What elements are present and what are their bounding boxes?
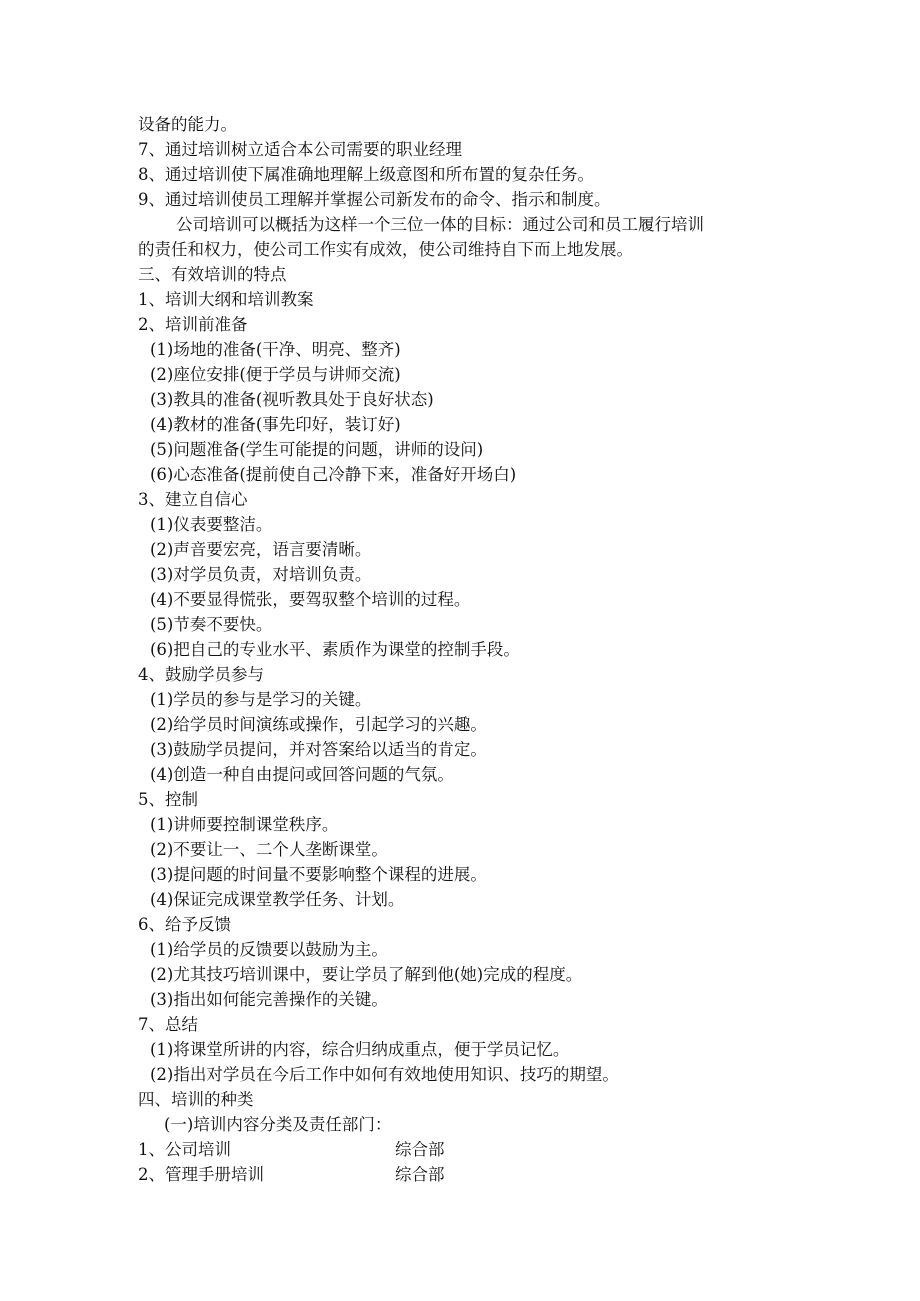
- subsection-heading: 6、给予反馈: [138, 915, 231, 934]
- table-dept: 综合部: [395, 1165, 445, 1184]
- list-item: (4)不要显得慌张，要驾驭整个培训的过程。: [150, 590, 471, 609]
- list-item: (3)教具的准备(视听教具处于良好状态): [150, 390, 434, 409]
- list-item-8: 8、通过培训使下属准确地理解上级意图和所布置的复杂任务。: [138, 165, 594, 184]
- list-item-7: 7、通过培训树立适合本公司需要的职业经理: [138, 140, 462, 159]
- table-item: 1、公司培训: [138, 1140, 231, 1159]
- list-item: (3)指出如何能完善操作的关键。: [150, 990, 388, 1009]
- list-item-9: 9、通过培训使员工理解并掌握公司新发布的命令、指示和制度。: [138, 190, 611, 209]
- subsection-heading: 2、培训前准备: [138, 315, 248, 334]
- paragraph-line: 的责任和权力，使公司工作实有成效，使公司维持自下而上地发展。: [138, 240, 633, 259]
- table-item: 2、管理手册培训: [138, 1165, 264, 1184]
- list-item: (2)声音要宏亮，语言要清晰。: [150, 540, 372, 559]
- list-item: (6)把自己的专业水平、素质作为课堂的控制手段。: [150, 640, 520, 659]
- list-item: (6)心态准备(提前使自己冷静下来，准备好开场白): [150, 465, 517, 484]
- subsection-heading: 4、鼓励学员参与: [138, 665, 264, 684]
- paragraph-line: 公司培训可以概括为这样一个三位一体的目标：通过公司和员工履行培训: [176, 215, 704, 234]
- table-row: [138, 1137, 638, 1162]
- list-item: (1)将课堂所讲的内容，综合归纳成重点，便于学员记忆。: [150, 1040, 570, 1059]
- subsection-heading: 7、总结: [138, 1015, 198, 1034]
- subsection-heading: 5、控制: [138, 790, 198, 809]
- subsection-heading: 1、培训大纲和培训教案: [138, 290, 314, 309]
- list-item: (3)提问题的时间量不要影响整个课程的进展。: [150, 865, 487, 884]
- list-item: (2)不要让一、二个人垄断课堂。: [150, 840, 388, 859]
- subsection-heading: 3、建立自信心: [138, 490, 248, 509]
- list-item: (5)问题准备(学生可能提的问题，讲师的设问): [150, 440, 484, 459]
- list-item: (3)鼓励学员提问，并对答案给以适当的肯定。: [150, 740, 487, 759]
- list-item: (1)给学员的反馈要以鼓励为主。: [150, 940, 388, 959]
- list-item: (3)对学员负责，对培训负责。: [150, 565, 372, 584]
- list-item: (2)尤其技巧培训课中，要让学员了解到他(她)完成的程度。: [150, 965, 583, 984]
- table-dept: 综合部: [395, 1140, 445, 1159]
- list-item: (4)创造一种自由提问或回答问题的气氛。: [150, 765, 454, 784]
- section-heading: 三、有效培训的特点: [138, 265, 287, 284]
- list-item: (4)教材的准备(事先印好，装订好): [150, 415, 401, 434]
- list-item: (5)节奏不要快。: [150, 615, 273, 634]
- list-item: (1)学员的参与是学习的关键。: [150, 690, 372, 709]
- list-item: (2)给学员时间演练或操作，引起学习的兴趣。: [150, 715, 487, 734]
- list-item: (1)仪表要整洁。: [150, 515, 273, 534]
- table-caption: (一)培训内容分类及责任部门：: [164, 1115, 392, 1134]
- text-line: 设备的能力。: [138, 115, 237, 134]
- list-item: (1)场地的准备(干净、明亮、整齐): [150, 340, 401, 359]
- list-item: (2)指出对学员在今后工作中如何有效地使用知识、技巧的期望。: [150, 1065, 619, 1084]
- section-heading: 四、培训的种类: [138, 1090, 254, 1109]
- list-item: (2)座位安排(便于学员与讲师交流): [150, 365, 401, 384]
- list-item: (4)保证完成课堂教学任务、计划。: [150, 890, 405, 909]
- list-item: (1)讲师要控制课堂秩序。: [150, 815, 339, 834]
- table-row: [138, 1162, 638, 1187]
